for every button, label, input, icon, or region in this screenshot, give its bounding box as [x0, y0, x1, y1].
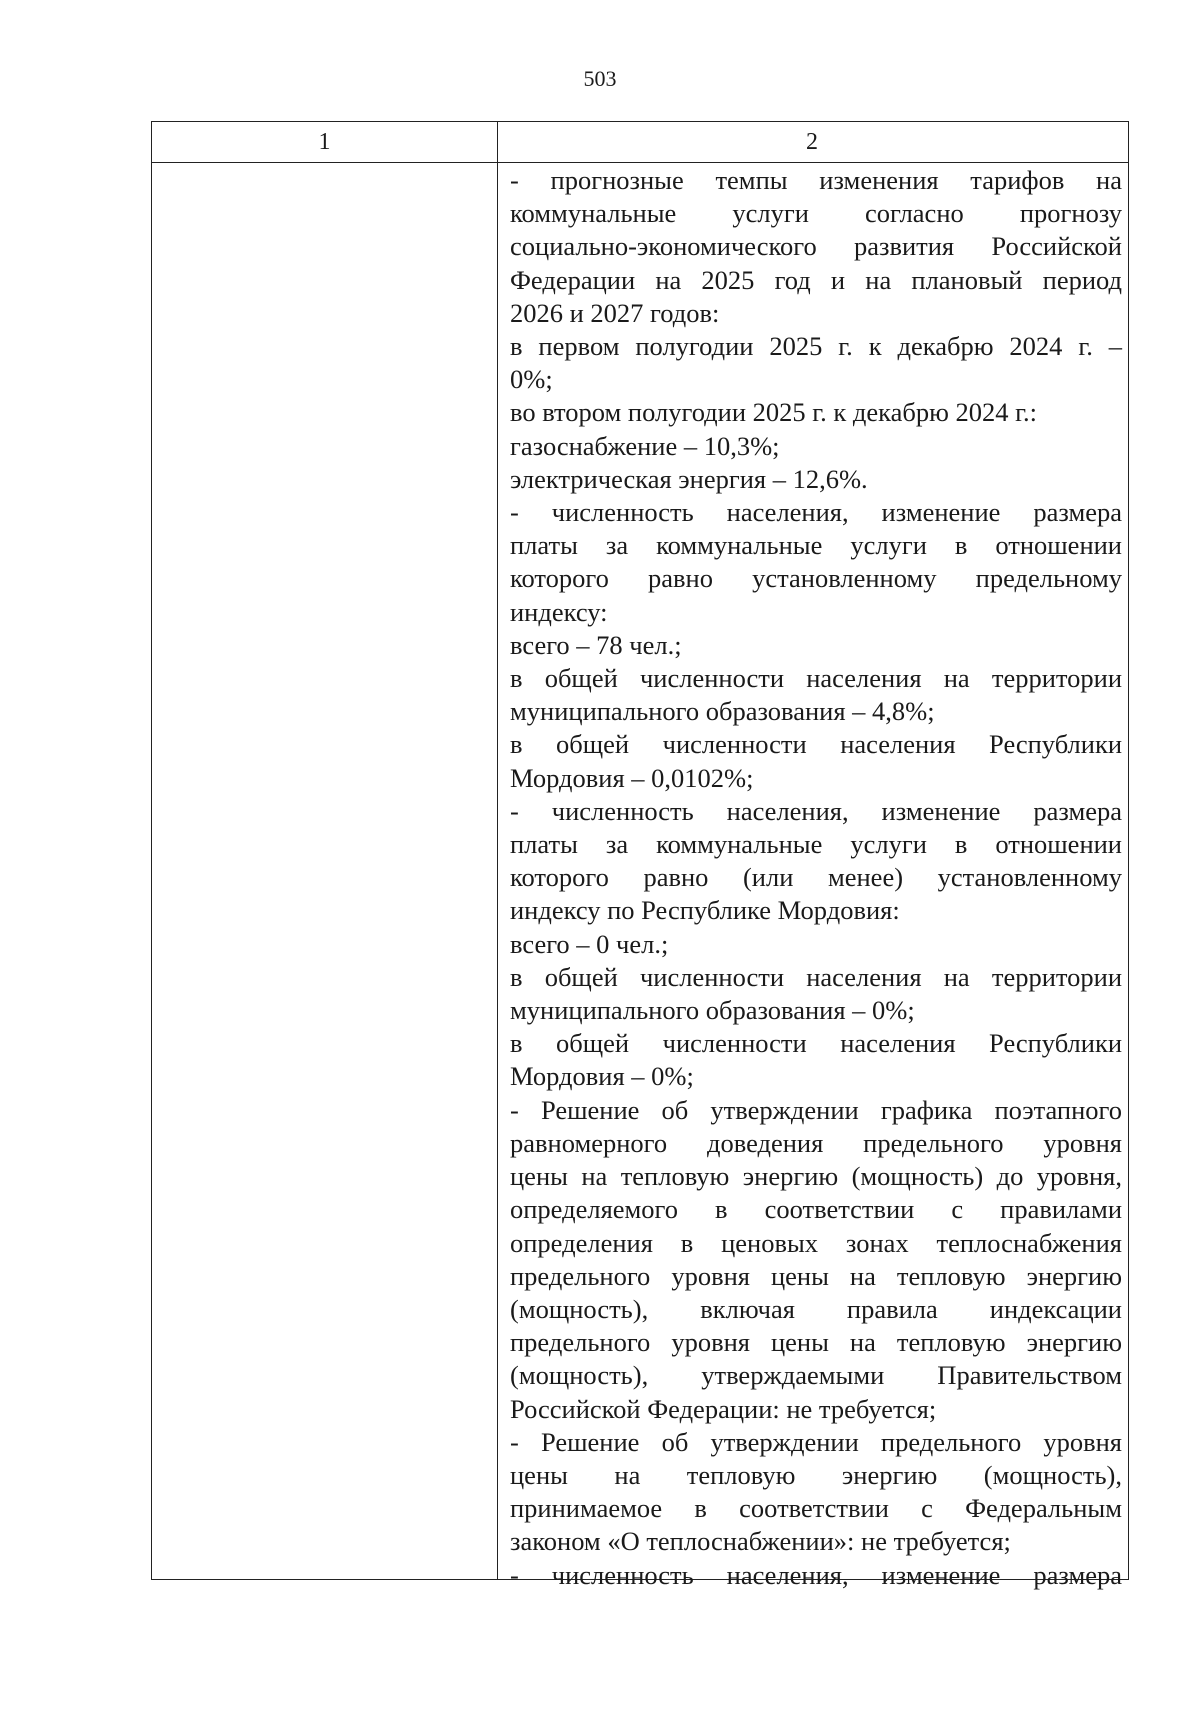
text-line: равномерного доведения предельного уровня: [510, 1127, 1122, 1158]
text-line: - Решение об утверждении графика поэтапного: [510, 1094, 1122, 1125]
text-line: всего – 0 чел.;: [510, 928, 669, 959]
text-line: в общей численности населения на территории: [510, 961, 1122, 992]
table-cell-column-2: [510, 164, 1122, 1590]
text-line: Российской Федерации: не требуется;: [510, 1393, 937, 1424]
text-line: - прогнозные темпы изменения тарифов на: [510, 165, 1122, 195]
text-line: платы за коммунальные услуги в отношении: [510, 829, 1122, 860]
text-line: коммунальные услуги согласно прогнозу: [510, 198, 1122, 229]
text-line: принимаемое в соответствии с Федеральным: [510, 1493, 1122, 1524]
text-line: в общей численности населения на территории: [510, 663, 1122, 694]
text-line: в первом полугодии 2025 г. к декабрю 2024 г. –: [510, 331, 1122, 362]
text-line: (мощность), утверждаемыми Правительством: [510, 1360, 1122, 1391]
text-line: 2026 и 2027 годов:: [510, 297, 720, 328]
page-number: 503: [583, 66, 617, 91]
document-table: [151, 121, 1129, 1590]
text-line: которого равно (или менее) установленному: [510, 862, 1122, 893]
text-line: электрическая энергия – 12,6%.: [510, 463, 868, 494]
text-line: цены на тепловую энергию (мощность),: [510, 1459, 1122, 1490]
text-line: - численность населения, изменение размера: [510, 497, 1122, 528]
header-cell-column-2: 2: [806, 129, 818, 155]
text-line: муниципального образования – 0%;: [510, 995, 915, 1026]
text-line: (мощность), включая правила индексации: [510, 1293, 1122, 1324]
text-line: Федерации на 2025 год и на плановый период: [510, 264, 1122, 295]
text-line: 0%;: [510, 364, 553, 395]
column-divider: [497, 122, 498, 1579]
text-line: в общей численности населения Республики: [510, 1028, 1122, 1059]
header-cell-column-1: 1: [318, 129, 331, 155]
text-line: всего – 78 чел.;: [510, 629, 682, 660]
text-line: социально-экономического развития Российской: [510, 231, 1122, 262]
text-line: - численность населения, изменение размера: [510, 1559, 1122, 1590]
table-header-row: [152, 122, 1128, 163]
text-line: индексу по Республике Мордовия:: [510, 895, 900, 926]
text-line: Мордовия – 0%;: [510, 1061, 694, 1092]
text-line: определяемого в соответствии с правилами: [510, 1194, 1122, 1225]
text-line: определения в ценовых зонах теплоснабжения: [510, 1227, 1122, 1258]
text-line: платы за коммунальные услуги в отношении: [510, 530, 1122, 561]
text-line: муниципального образования – 4,8%;: [510, 696, 935, 727]
text-line: законом «О теплоснабжении»: не требуется;: [510, 1526, 1011, 1557]
text-line: во втором полугодии 2025 г. к декабрю 2024 г.:: [510, 397, 1038, 428]
text-line: индексу:: [510, 596, 608, 627]
text-line: в общей численности населения Республики: [510, 729, 1122, 760]
text-line: предельного уровня цены на тепловую энергию: [510, 1260, 1122, 1291]
text-line: газоснабжение – 10,3%;: [510, 430, 780, 461]
text-line: цены на тепловую энергию (мощность) до уровня,: [510, 1161, 1122, 1192]
text-line: Мордовия – 0,0102%;: [510, 762, 754, 793]
text-line: предельного уровня цены на тепловую энергию: [510, 1327, 1122, 1358]
text-line: - Решение об утверждении предельного уровня: [510, 1426, 1122, 1457]
text-line: - численность населения, изменение размера: [510, 795, 1122, 826]
text-line: которого равно установленному предельному: [510, 563, 1122, 594]
